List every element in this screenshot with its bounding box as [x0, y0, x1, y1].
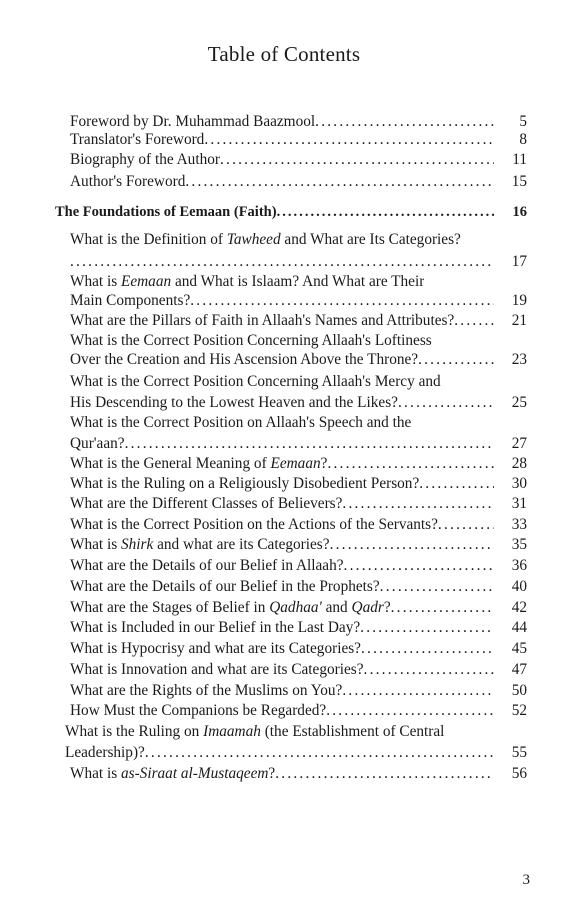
toc-entry-title: Author's Foreword	[70, 173, 186, 190]
toc-entry-title: What are the Pillars of Faith in Allaah's Names and Attributes?	[70, 312, 455, 329]
toc-entry-title: What is the Correct Position Concerning Allaah's Loftiness	[70, 332, 432, 349]
toc-page-number: 16	[494, 202, 527, 222]
toc-page-number: 45	[494, 639, 527, 659]
dot-leader	[277, 202, 498, 222]
toc-entry-title: What is as-Siraat al-Mustaqeem?	[70, 765, 276, 782]
toc-entry-title: What are the Details of our Belief in the Prophets?	[70, 578, 380, 595]
toc-entry-title: What are the Different Classes of Believers?	[70, 495, 343, 512]
toc-page-number: 56	[494, 764, 527, 784]
toc-page-number: 15	[494, 172, 527, 192]
dot-leader	[342, 681, 498, 701]
dot-leader	[220, 150, 498, 170]
toc-entry-title: Biography of the Author	[70, 151, 220, 168]
toc-entry-title: What are the Details of our Belief in Allaah?	[70, 557, 344, 574]
toc-page-number: 27	[494, 434, 527, 454]
toc-entry-title: How Must the Companions be Regarded?	[70, 702, 327, 719]
dot-leader	[364, 660, 498, 680]
toc-page-number: 28	[494, 454, 527, 474]
dot-leader	[391, 598, 498, 618]
toc-entry-line	[70, 230, 461, 250]
toc-entry-title: What is the Definition of Tawheed and What are Its Categories?	[70, 231, 461, 248]
toc-entry-title: What is Hypocrisy and what are its Categories?	[70, 640, 361, 657]
toc-entry-title: What is the Ruling on a Religiously Disobedient Person?	[70, 475, 420, 492]
dot-leader	[438, 515, 498, 535]
toc-page-number: 55	[494, 743, 527, 763]
dot-leader	[190, 291, 498, 311]
toc-page-number: 11	[494, 150, 527, 170]
toc-entry-title: What is the Correct Position Concerning Allaah's Mercy and	[70, 373, 441, 390]
toc-page-number: 17	[494, 252, 527, 272]
toc-entry-title: What are the Rights of the Muslims on You?	[70, 682, 343, 699]
page-number: 3	[522, 872, 530, 888]
toc-page-number: 21	[494, 311, 527, 331]
toc-entry-line	[70, 331, 432, 351]
toc-entry-title: Leadership)?	[65, 744, 145, 761]
dot-leader	[419, 474, 498, 494]
toc-entry-title: Qur'aan?	[70, 435, 125, 452]
dot-leader	[330, 535, 498, 555]
toc-entry-title: What is Included in our Belief in the Last Day?	[70, 619, 361, 636]
toc-entry-title: What is Eemaan and What is Islaam? And What are Their	[70, 273, 425, 290]
toc-page-number: 50	[494, 681, 527, 701]
toc-entry-line	[70, 515, 500, 535]
toc-entry-title: What is the Correct Position on Allaah's Speech and the	[70, 414, 412, 431]
dot-leader	[454, 311, 498, 331]
toc-entry-line	[70, 413, 411, 433]
toc-page-number: 33	[494, 515, 527, 535]
dot-leader	[315, 112, 498, 132]
toc-page-number: 30	[494, 474, 527, 494]
toc-entry-title: Main Components?	[70, 292, 191, 309]
toc-page-number: 25	[494, 393, 527, 413]
toc-entry-title: His Descending to the Lowest Heaven and the Likes?	[70, 394, 398, 411]
toc-entry-title: Foreword by Dr. Muhammad Baazmool	[70, 113, 316, 130]
dot-leader	[275, 764, 498, 784]
page-title: Table of Contents	[207, 42, 361, 66]
dot-leader	[70, 252, 498, 272]
dot-leader	[361, 639, 498, 659]
toc-page-number: 23	[494, 350, 527, 370]
dot-leader	[204, 130, 498, 150]
toc-page-number: 19	[494, 291, 527, 311]
toc-entry-title: Over the Creation and His Ascension Above the Throne?	[70, 351, 419, 368]
dot-leader	[185, 172, 498, 192]
toc-entry-title: What is the General Meaning of Eemaan?	[70, 455, 328, 472]
toc-page-number: 8	[494, 130, 527, 150]
dot-leader	[326, 701, 498, 721]
toc-entry-title: The Foundations of Eemaan (Faith)	[55, 204, 277, 220]
dot-leader	[360, 618, 498, 638]
toc-page-number: 47	[494, 660, 527, 680]
toc-entry-title: What is Shirk and what are its Categories?	[70, 536, 330, 553]
dot-leader	[125, 434, 498, 454]
dot-leader	[145, 743, 498, 763]
toc-entry-line	[70, 272, 424, 292]
dot-leader	[398, 393, 498, 413]
toc-page-number: 5	[494, 112, 527, 132]
toc-page-number: 31	[494, 494, 527, 514]
dot-leader	[342, 494, 498, 514]
toc-page-number: 36	[494, 556, 527, 576]
dot-leader	[380, 577, 498, 597]
toc-page-number: 42	[494, 598, 527, 618]
toc-entry-title: What are the Stages of Belief in Qadhaa' and Qadr?	[70, 599, 391, 616]
toc-entry-line	[70, 311, 500, 331]
dot-leader	[418, 350, 498, 370]
toc-entry-title: What is the Ruling on Imaamah (the Establishment of Central	[65, 723, 445, 740]
toc-entry-line	[65, 722, 444, 742]
toc-entry-title: What is the Correct Position on the Actions of the Servants?	[70, 516, 438, 533]
dot-leader	[327, 454, 498, 474]
toc-entry-line	[70, 372, 441, 392]
dot-leader	[344, 556, 498, 576]
toc-page-number: 40	[494, 577, 527, 597]
toc-page-number: 52	[494, 701, 527, 721]
toc-entry-title: Translator's Foreword	[70, 131, 205, 148]
toc-page-number: 44	[494, 618, 527, 638]
toc-page-number: 35	[494, 535, 527, 555]
toc-entry-title: What is Innovation and what are its Categories?	[70, 661, 364, 678]
